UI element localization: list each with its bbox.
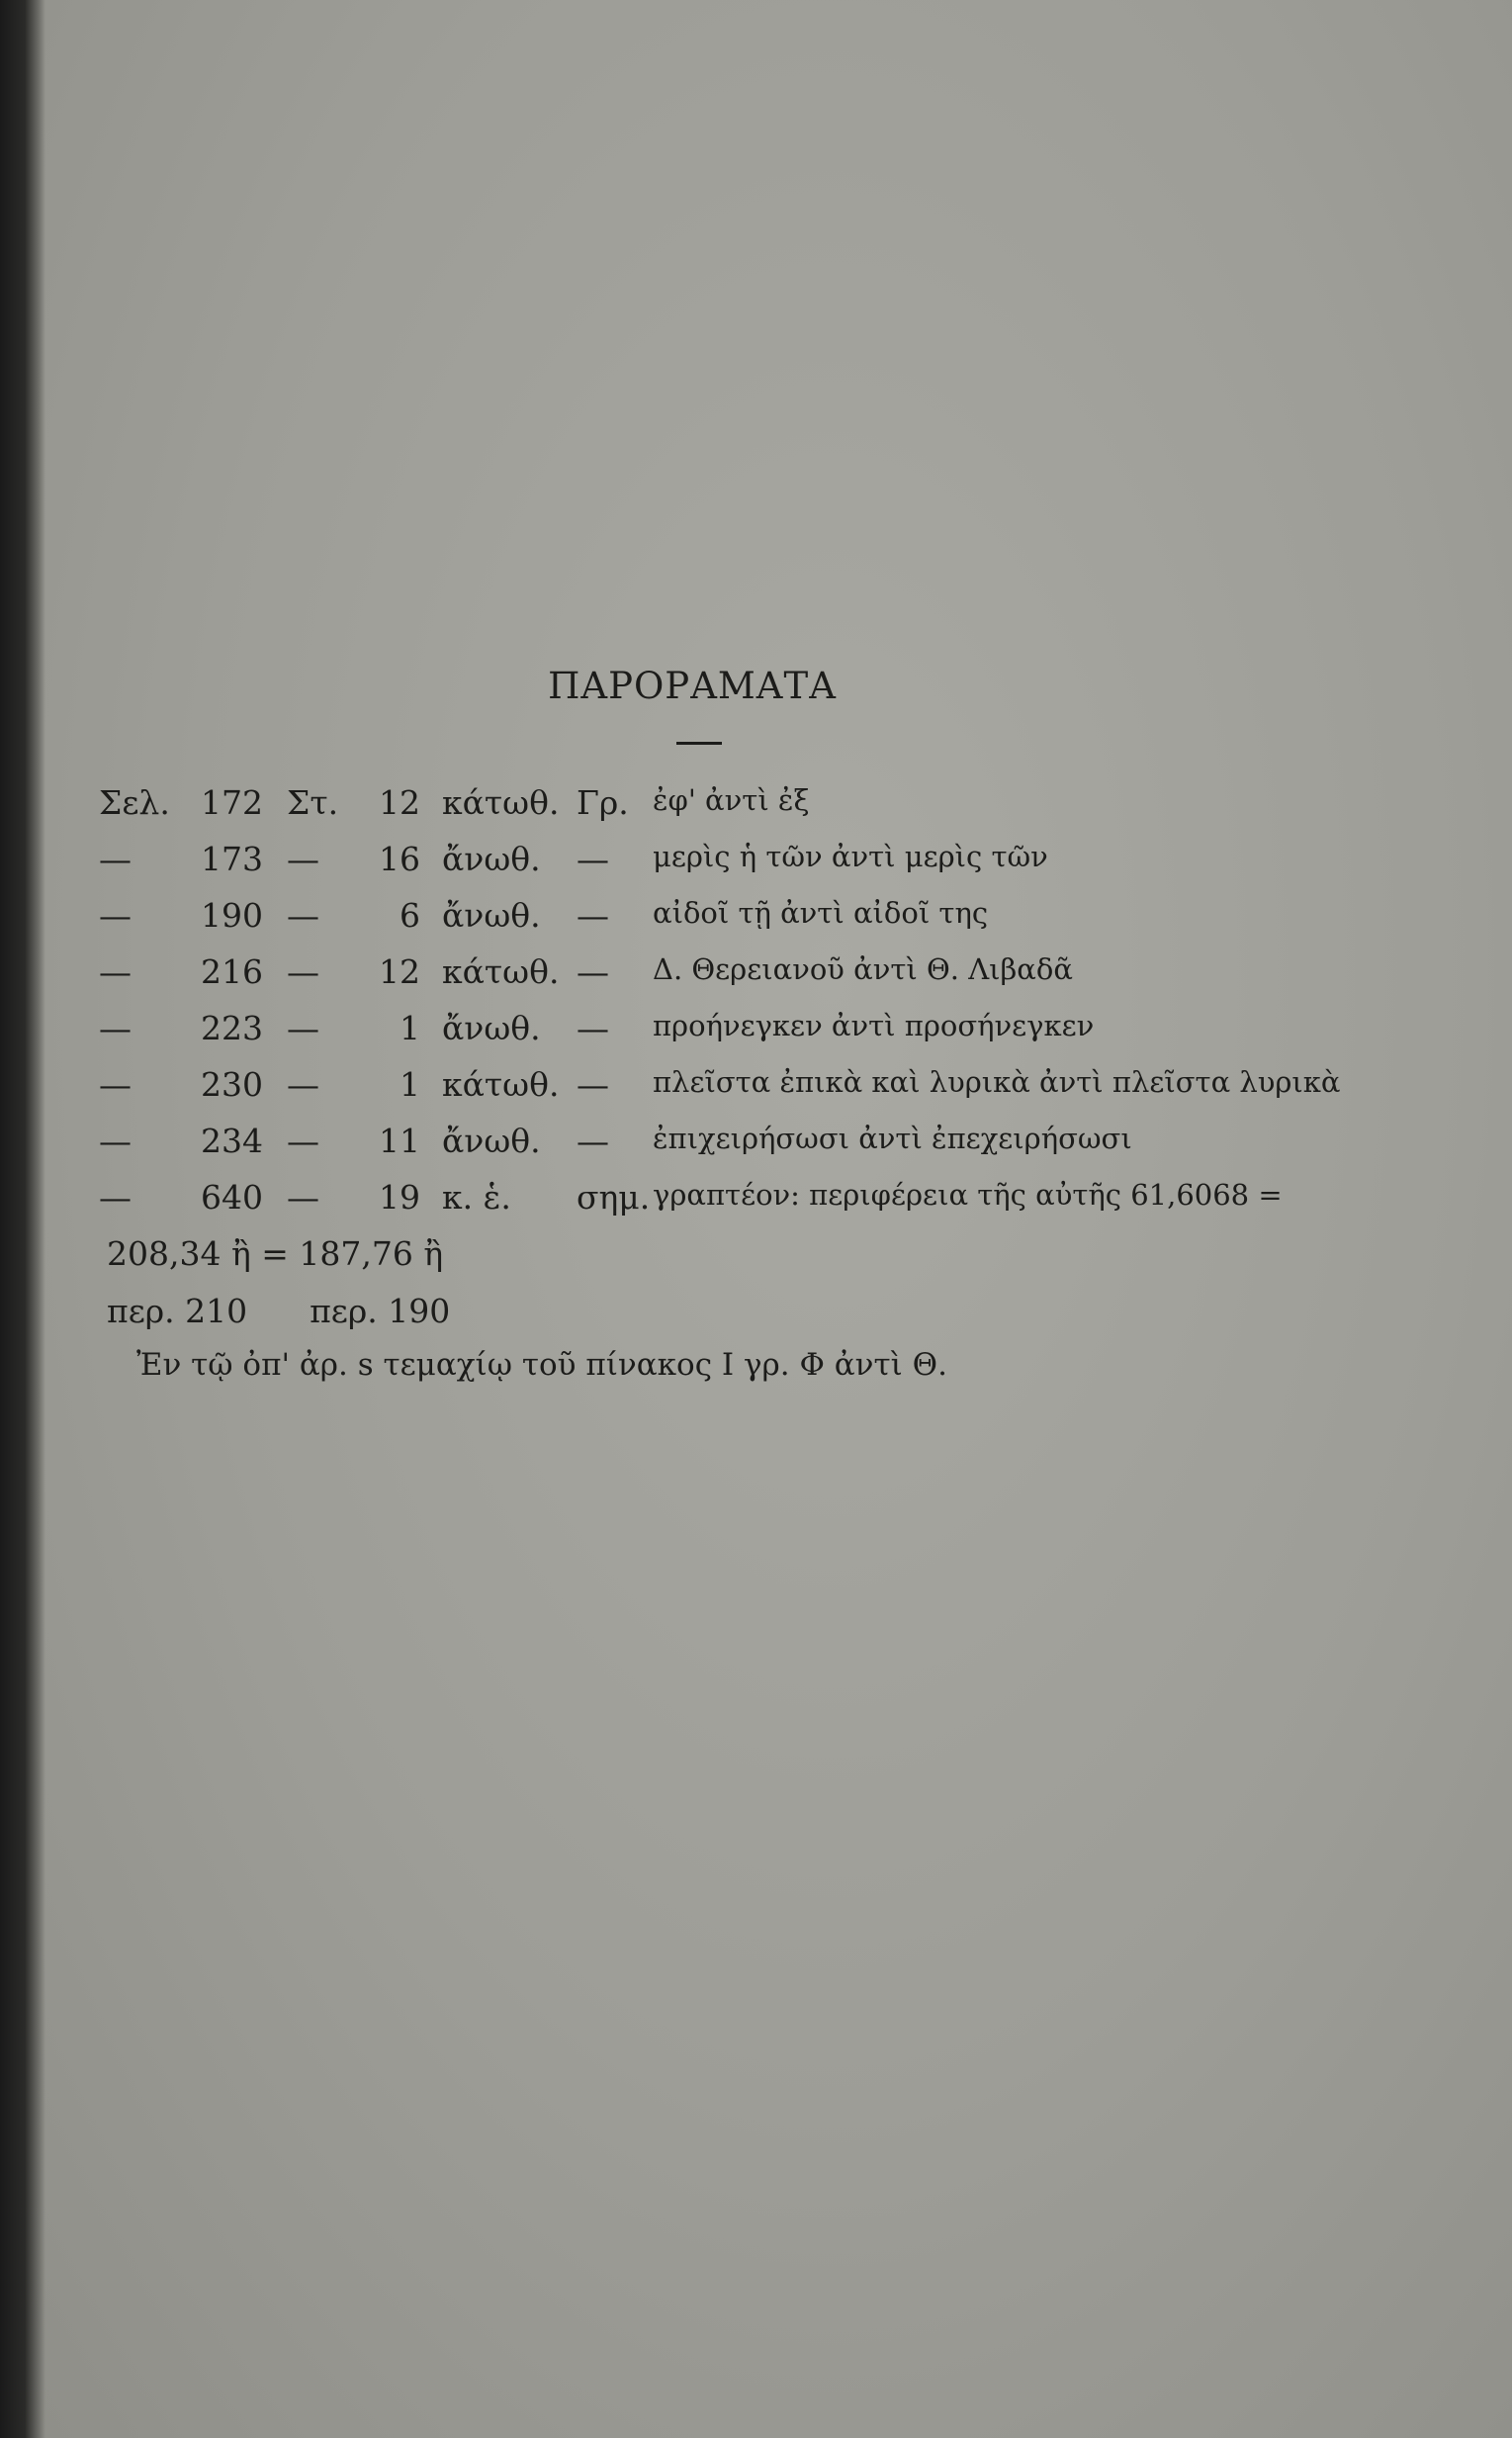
line-position: ἄνωθ. <box>442 896 541 935</box>
line-label: Στ. <box>287 783 339 822</box>
line-label: — <box>287 1009 319 1047</box>
continuation-line-1: 208,34 ἢ = 187,76 ἢ <box>107 1234 444 1273</box>
page-label: — <box>99 1178 132 1217</box>
correction-text: αἰδοῖ τῇ ἀντὶ αἰδοῖ της <box>653 896 989 930</box>
line-label: — <box>287 1178 319 1217</box>
line-label: — <box>287 1122 319 1160</box>
correction-text: πλεῖστα ἐπικὰ καὶ λυρικὰ ἀντὶ πλεῖστα λυρικὰ <box>653 1065 1341 1099</box>
page-number: 223 <box>201 1009 263 1047</box>
line-number: 12 <box>379 783 420 822</box>
page-number: 216 <box>201 952 263 991</box>
correction-text: ἐπιχειρήσωσι ἀντὶ ἐπεχειρήσωσι <box>653 1122 1132 1155</box>
read-label: — <box>577 840 609 878</box>
page-label: — <box>99 952 132 991</box>
line-number: 16 <box>379 840 420 878</box>
line-number: 1 <box>400 1065 420 1104</box>
correction-text: προήνεγκεν ἀντὶ προσήνεγκεν <box>653 1009 1095 1042</box>
title-rule <box>676 742 722 745</box>
correction-text: γραπτέον: περιφέρεια τῆς αὐτῆς 61,6068 = <box>653 1178 1283 1212</box>
read-label: — <box>577 952 609 991</box>
errata-row <box>0 896 1512 946</box>
page-number: 230 <box>201 1065 263 1104</box>
line-number: 6 <box>400 896 420 935</box>
page-label: — <box>99 896 132 935</box>
page-number: 173 <box>201 840 263 878</box>
read-label: — <box>577 1065 609 1104</box>
line-position: ἄνωθ. <box>442 1009 541 1047</box>
read-label: — <box>577 1122 609 1160</box>
errata-row <box>0 1065 1512 1115</box>
errata-row <box>0 783 1512 833</box>
errata-row <box>0 1122 1512 1171</box>
page-number: 234 <box>201 1122 263 1160</box>
read-label: Γρ. <box>577 783 629 822</box>
errata-row <box>0 1009 1512 1058</box>
page-label: — <box>99 1122 132 1160</box>
line-number: 1 <box>400 1009 420 1047</box>
line-label: — <box>287 840 319 878</box>
line-number: 19 <box>379 1178 420 1217</box>
line-number: 11 <box>379 1122 420 1160</box>
line-position: κ. ἑ. <box>442 1178 511 1217</box>
errata-row <box>0 1178 1512 1227</box>
line-position: κάτωθ. <box>442 783 560 822</box>
line-label: — <box>287 896 319 935</box>
line-position: ἄνωθ. <box>442 840 541 878</box>
line-position: κάτωθ. <box>442 952 560 991</box>
line-number: 12 <box>379 952 420 991</box>
correction-text: Δ. Θερειανοῦ ἀντὶ Θ. Λιβαδᾶ <box>653 952 1073 986</box>
line-label: — <box>287 1065 319 1104</box>
page-label: — <box>99 1009 132 1047</box>
line-position: κάτωθ. <box>442 1065 560 1104</box>
page-number: 640 <box>201 1178 263 1217</box>
correction-text: μερὶς ἡ τῶν ἀντὶ μερὶς τῶν <box>653 840 1048 873</box>
page-label: Σελ. <box>99 783 170 822</box>
page-label: — <box>99 1065 132 1104</box>
read-label: — <box>577 1009 609 1047</box>
read-label: σημ. <box>577 1178 651 1217</box>
line-position: ἄνωθ. <box>442 1122 541 1160</box>
errata-row <box>0 840 1512 889</box>
page-number: 190 <box>201 896 263 935</box>
continuation-line-2: περ. 210 περ. 190 <box>107 1292 451 1330</box>
page-title: ΠΑΡΟΡΑΜΑΤΑ <box>548 665 837 707</box>
errata-row <box>0 952 1512 1002</box>
page-number: 172 <box>201 783 263 822</box>
correction-text: ἐφ' ἀντὶ ἐξ <box>653 783 810 817</box>
line-label: — <box>287 952 319 991</box>
continuation-line-3: Ἐν τῷ ὀπ' ἀρ. s τεμαχίῳ τοῦ πίνακος Ι γρ. Φ ἀντὶ Θ. <box>136 1347 947 1383</box>
read-label: — <box>577 896 609 935</box>
page-label: — <box>99 840 132 878</box>
